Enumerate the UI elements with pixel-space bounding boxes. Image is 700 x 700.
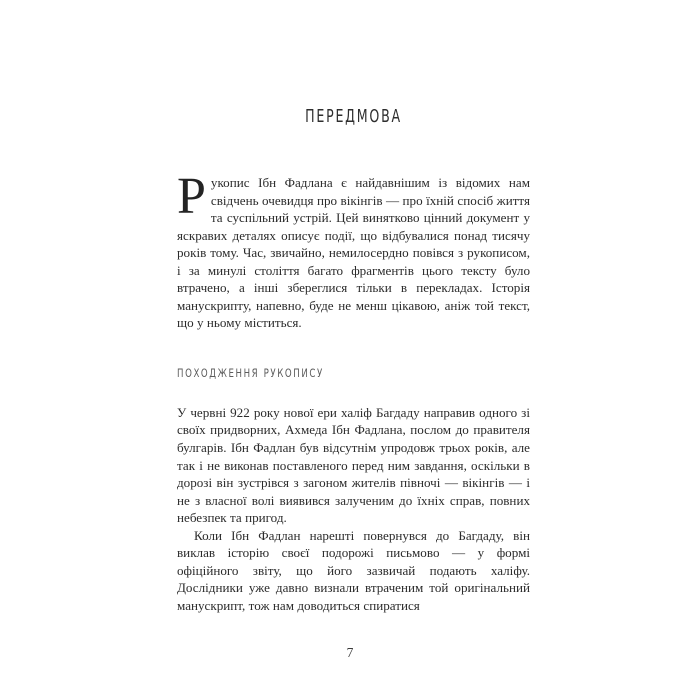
body-paragraph-third: Коли Ібн Фадлан нарешті повернувся до Багдаду, він виклав історію своєї подорожі письмово — у формі офіційного звіту, що його зазвичай подають халіфу. Дослідники уже давно визнали втраченим той оригінальний манускрипт, тож нам доводиться спиратися — [177, 527, 530, 613]
section-heading: ПОХОДЖЕННЯ РУКОПИСУ — [177, 365, 324, 380]
chapter-title: ПЕРЕДМОВА — [305, 107, 402, 127]
text-column — [177, 0, 530, 614]
page-number: 7 — [346, 645, 354, 660]
body-paragraph-second: У червні 922 року нової ери халіф Багдаду направив одного зі своїх придворних, Ахмеда Ібн Фадлана, послом до правителя булгарів. Ібн Фадлан був відсутнім упродовж трьох років, але так і не виконав поставленого перед ним завдання, оскільки в дорозі він зустрівся з загоном жителів півночі — вікінгів — і не з власної волі виявився залученим до їхніх справ, повних небезпек та пригод. — [177, 404, 530, 526]
opening-paragraph: Рукопис Ібн Фадлана є найдавнішим із відомих нам свідчень очевидця про вікінгів — про їхній спосіб життя та суспільний устрій. Цей винятково цінний документ у яскравих деталях описує події, що відбувалися понад тисячу років тому. Час, звичайно, немилосердно повівся з рукописом, і за минулі століття багато фрагментів цього тексту було втрачено, а інші збереглися тільки в перекладах. Історія манускрипту, напевно, буде не менш цікавою, аніж той текст, що у ньому міститься. — [177, 168, 530, 331]
